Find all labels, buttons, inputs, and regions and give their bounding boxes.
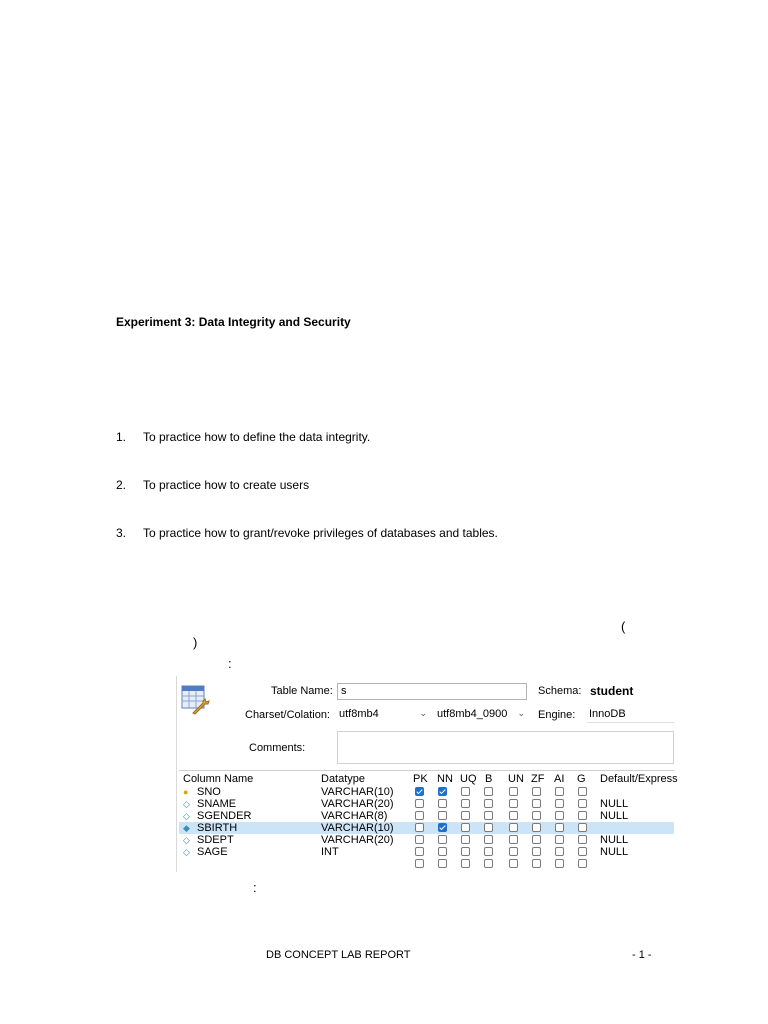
nn-checkbox[interactable] xyxy=(438,799,447,808)
header-column-name[interactable]: Column Name xyxy=(183,773,254,785)
un-checkbox[interactable] xyxy=(509,799,518,808)
header-un[interactable]: UN xyxy=(508,773,524,785)
experiment-title: Experiment 3: Data Integrity and Security xyxy=(116,315,351,329)
nn-checkbox[interactable] xyxy=(438,787,447,796)
b-checkbox[interactable] xyxy=(484,799,493,808)
engine-select[interactable] xyxy=(587,707,674,723)
ai-checkbox[interactable] xyxy=(555,823,564,832)
zf-checkbox[interactable] xyxy=(532,799,541,808)
open-paren: ( xyxy=(621,619,626,634)
g-checkbox[interactable] xyxy=(578,847,587,856)
header-pk[interactable]: PK xyxy=(413,773,428,785)
table-row-selected[interactable] xyxy=(179,822,674,834)
b-checkbox[interactable] xyxy=(484,859,493,868)
ai-checkbox[interactable] xyxy=(555,859,564,868)
column-name: SNAME xyxy=(197,798,237,810)
columns-header-row xyxy=(179,773,678,785)
header-uq[interactable]: UQ xyxy=(460,773,477,785)
nn-checkbox[interactable] xyxy=(438,859,447,868)
pk-checkbox[interactable] xyxy=(415,835,424,844)
column-default: NULL xyxy=(600,846,629,858)
un-checkbox[interactable] xyxy=(509,835,518,844)
table-row[interactable] xyxy=(179,834,674,846)
objective-3 xyxy=(116,526,498,540)
pk-checkbox[interactable] xyxy=(415,799,424,808)
column-datatype: VARCHAR(20) xyxy=(321,834,394,846)
nn-checkbox[interactable] xyxy=(438,811,447,820)
g-checkbox[interactable] xyxy=(578,799,587,808)
table-name-input[interactable]: s xyxy=(337,683,527,700)
g-checkbox[interactable] xyxy=(578,859,587,868)
table-row[interactable] xyxy=(179,846,674,858)
nn-checkbox[interactable] xyxy=(438,847,447,856)
column-datatype: VARCHAR(8) xyxy=(321,810,388,822)
un-checkbox[interactable] xyxy=(509,811,518,820)
engine-label: Engine: xyxy=(538,709,576,721)
objective-text: To practice how to create users xyxy=(143,478,310,492)
colon-mark: : xyxy=(253,880,257,895)
column-name: SBIRTH xyxy=(197,822,238,834)
zf-checkbox[interactable] xyxy=(532,859,541,868)
header-zf[interactable]: ZF xyxy=(531,773,545,785)
header-g[interactable]: G xyxy=(577,773,586,785)
column-datatype: INT xyxy=(321,846,339,858)
header-ai[interactable]: AI xyxy=(554,773,565,785)
table-row[interactable] xyxy=(179,786,674,798)
uq-checkbox[interactable] xyxy=(461,859,470,868)
b-checkbox[interactable] xyxy=(484,811,493,820)
b-checkbox[interactable] xyxy=(484,787,493,796)
charset-label: Charset/Colation: xyxy=(245,709,330,721)
column-name: SAGE xyxy=(197,846,228,858)
footer-title: DB CONCEPT LAB REPORT xyxy=(266,949,411,961)
objective-1 xyxy=(116,430,370,444)
g-checkbox[interactable] xyxy=(578,811,587,820)
un-checkbox[interactable] xyxy=(509,823,518,832)
nn-checkbox[interactable] xyxy=(438,823,447,832)
comments-label: Comments: xyxy=(249,742,306,754)
objective-text: To practice how to define the data integrity. xyxy=(143,430,371,444)
table-row-empty[interactable] xyxy=(179,858,674,870)
column-datatype: VARCHAR(10) xyxy=(321,822,394,834)
diamond-icon: ◇ xyxy=(183,811,190,821)
engine-value: InnoDB xyxy=(589,708,626,720)
schema-label: Schema: xyxy=(538,685,582,697)
colon-mark: : xyxy=(228,656,232,671)
column-default: NULL xyxy=(600,810,629,822)
collation-select[interactable] xyxy=(435,707,527,723)
nn-checkbox[interactable] xyxy=(438,835,447,844)
table-editor-screenshot xyxy=(176,676,678,872)
column-default: NULL xyxy=(600,834,629,846)
column-name: SNO xyxy=(197,786,221,798)
zf-checkbox[interactable] xyxy=(532,823,541,832)
header-b[interactable]: B xyxy=(485,773,493,785)
un-checkbox[interactable] xyxy=(509,787,518,796)
ai-checkbox[interactable] xyxy=(555,787,564,796)
g-checkbox[interactable] xyxy=(578,823,587,832)
un-checkbox[interactable] xyxy=(509,859,518,868)
collation-value: utf8mb4_0900 xyxy=(437,708,508,720)
pk-checkbox[interactable] xyxy=(415,787,424,796)
column-default: NULL xyxy=(600,798,629,810)
pk-checkbox[interactable] xyxy=(415,859,424,868)
g-checkbox[interactable] xyxy=(578,787,587,796)
diamond-icon: ◇ xyxy=(183,835,190,845)
ai-checkbox[interactable] xyxy=(555,799,564,808)
objective-2 xyxy=(116,478,309,492)
g-checkbox[interactable] xyxy=(578,835,587,844)
zf-checkbox[interactable] xyxy=(532,811,541,820)
header-datatype[interactable]: Datatype xyxy=(321,773,366,785)
columns-grid xyxy=(179,770,678,873)
zf-checkbox[interactable] xyxy=(532,847,541,856)
chevron-down-icon: ⌄ xyxy=(419,708,427,718)
uq-checkbox[interactable] xyxy=(461,823,470,832)
uq-checkbox[interactable] xyxy=(461,847,470,856)
b-checkbox[interactable] xyxy=(484,835,493,844)
uq-checkbox[interactable] xyxy=(461,799,470,808)
header-nn[interactable]: NN xyxy=(437,773,453,785)
column-name: SGENDER xyxy=(197,810,252,822)
b-checkbox[interactable] xyxy=(484,847,493,856)
schema-value: student xyxy=(590,684,634,698)
table-name-label: Table Name: xyxy=(271,685,333,697)
diamond-icon: ◆ xyxy=(183,823,190,833)
ai-checkbox[interactable] xyxy=(555,847,564,856)
comments-textarea[interactable] xyxy=(337,731,674,764)
column-datatype: VARCHAR(20) xyxy=(321,798,394,810)
diamond-icon: ◇ xyxy=(183,847,190,857)
zf-checkbox[interactable] xyxy=(532,835,541,844)
charset-select[interactable] xyxy=(337,707,429,723)
table-row[interactable] xyxy=(179,810,674,822)
page-number: - 1 - xyxy=(632,949,652,961)
un-checkbox[interactable] xyxy=(509,847,518,856)
charset-value: utf8mb4 xyxy=(339,708,379,720)
zf-checkbox[interactable] xyxy=(532,787,541,796)
objective-number: 2. xyxy=(116,478,127,492)
uq-checkbox[interactable] xyxy=(461,811,470,820)
ai-checkbox[interactable] xyxy=(555,835,564,844)
close-paren: ) xyxy=(193,635,198,650)
uq-checkbox[interactable] xyxy=(461,787,470,796)
uq-checkbox[interactable] xyxy=(461,835,470,844)
pk-checkbox[interactable] xyxy=(415,847,424,856)
table-row[interactable] xyxy=(179,798,674,810)
column-datatype: VARCHAR(10) xyxy=(321,786,394,798)
header-default[interactable]: Default/Express xyxy=(600,773,678,785)
ai-checkbox[interactable] xyxy=(555,811,564,820)
key-icon: ● xyxy=(183,787,189,797)
pk-checkbox[interactable] xyxy=(415,823,424,832)
objective-number: 1. xyxy=(116,430,127,444)
column-name: SDEPT xyxy=(197,834,234,846)
b-checkbox[interactable] xyxy=(484,823,493,832)
table-wrench-icon xyxy=(181,684,211,716)
objective-text: To practice how to grant/revoke privileges of databases and tables. xyxy=(143,526,498,540)
objective-number: 3. xyxy=(116,526,127,540)
diamond-icon: ◇ xyxy=(183,799,190,809)
pk-checkbox[interactable] xyxy=(415,811,424,820)
chevron-down-icon: ⌄ xyxy=(517,708,525,718)
